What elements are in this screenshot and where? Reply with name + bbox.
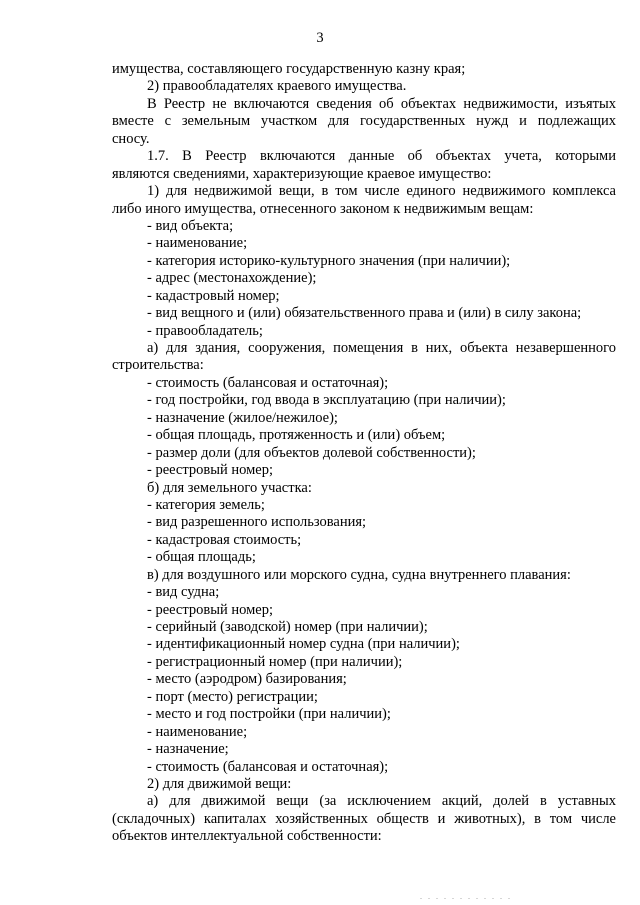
list-item: - серийный (заводской) номер (при наличии); xyxy=(147,619,428,635)
list-item: - реестровый номер; xyxy=(147,601,273,618)
list-item: - место (аэродром) базирования; xyxy=(147,671,347,688)
list-item: - категория историко-культурного значения (при наличии); xyxy=(147,252,511,269)
text-line: 2) правообладателях краевого имущества. xyxy=(147,78,407,95)
list-item: - назначение (жилое/нежилое); xyxy=(147,409,338,426)
list-item: - порт (место) регистрации; xyxy=(147,688,318,705)
list-item: - год постройки, год ввода в эксплуатацию (при наличии); xyxy=(147,392,506,409)
text-line: являются сведениями, характеризующие краевое имущество: xyxy=(112,165,492,182)
text-line: 2) для движимой вещи: xyxy=(147,775,292,792)
text-line: В Реестр не включаются сведения об объектах недвижимости, изъятых xyxy=(147,95,616,112)
list-item: - категория земель; xyxy=(147,496,265,513)
scan-artifact xyxy=(420,898,510,899)
list-item: - наименование; xyxy=(147,723,248,740)
list-item: - назначение; xyxy=(147,741,229,758)
text-line: в) для воздушного или морского судна, судна внутреннего плавания: xyxy=(147,566,571,583)
list-item: - вид разрешенного использования; xyxy=(147,514,367,531)
list-item: - место и год постройки (при наличии); xyxy=(147,706,391,723)
list-item: - размер доли (для объектов долевой собственности); xyxy=(147,444,476,461)
list-item: - вид объекта; xyxy=(147,217,234,234)
page-number: 3 xyxy=(316,30,324,46)
list-item: - общая площадь, протяженность и (или) объем; xyxy=(147,427,446,444)
list-item: - правообладатель; xyxy=(147,322,263,339)
list-item: - вид судна; xyxy=(147,584,220,601)
text-line: либо иного имущества, отнесенного законом к недвижимым вещам: xyxy=(112,200,534,217)
list-item: - реестровый номер; xyxy=(147,462,273,479)
list-item: - кадастровая стоимость; xyxy=(147,531,302,548)
text-line: имущества, составляющего государственную казну края; xyxy=(112,61,466,77)
text-line: а) для движимой вещи (за исключением акций, долей в уставных xyxy=(147,793,616,810)
document-body xyxy=(112,61,616,846)
text-line: а) для здания, сооружения, помещения в них, объекта незавершенного xyxy=(147,340,616,356)
list-item: - стоимость (балансовая и остаточная); xyxy=(147,374,389,391)
text-line: объектов интеллектуальной собственности: xyxy=(112,828,382,845)
text-line: сносу. xyxy=(112,130,150,147)
text-line: б) для земельного участка: xyxy=(147,479,312,496)
text-line: вместе с земельным участком для государственных нужд и подлежащих xyxy=(112,113,616,130)
list-item: - вид вещного и (или) обязательственного права и (или) в силу закона; xyxy=(147,305,582,322)
text-line: строительства: xyxy=(112,357,204,374)
list-item: - регистрационный номер (при наличии); xyxy=(147,653,403,670)
list-item: - кадастровый номер; xyxy=(147,287,280,304)
list-item: - адрес (местонахождение); xyxy=(147,270,317,287)
text-line: (складочных) капиталах хозяйственных обществ и животных), в том числе xyxy=(112,810,616,827)
text-line: 1) для недвижимой вещи, в том числе единого недвижимого комплекса xyxy=(147,183,616,200)
list-item: - наименование; xyxy=(147,235,248,252)
list-item: - общая площадь; xyxy=(147,549,256,566)
list-item: - идентификационный номер судна (при наличии); xyxy=(147,636,460,653)
text-line: 1.7. В Реестр включаются данные об объектах учета, которыми xyxy=(147,148,616,165)
list-item: - стоимость (балансовая и остаточная); xyxy=(147,758,389,775)
